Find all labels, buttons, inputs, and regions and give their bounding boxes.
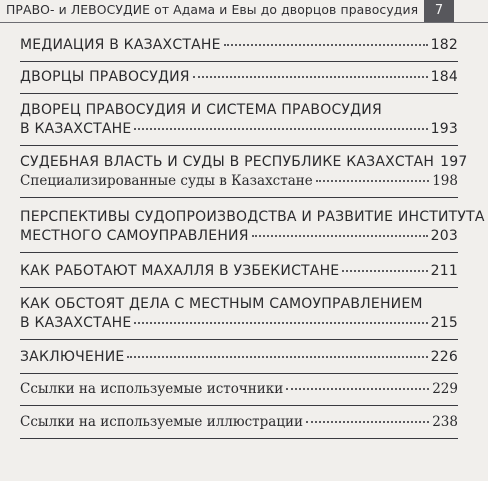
toc-title: ДВОРЦЫ ПРАВОСУДИЯ [20, 69, 190, 85]
toc-page: 226 [430, 349, 458, 365]
toc-page: 215 [430, 315, 458, 331]
toc-title: Ссылки на используемые источники [20, 381, 284, 397]
dot-leader [286, 388, 429, 390]
toc-entry-mahalla[interactable] [20, 262, 458, 288]
toc-title-line2: В КАЗАХСТАНЕ [20, 315, 132, 331]
toc-entry-illustration-references[interactable] [20, 413, 458, 439]
toc-entry-perspectives[interactable] [20, 208, 485, 253]
toc-title-line1: КАК ОБСТОЯТ ДЕЛА С МЕСТНЫМ САМОУПРАВЛЕНИЕМ [20, 296, 423, 312]
toc-page: 238 [432, 414, 458, 430]
book-title: ПРАВО- и ЛЕВОСУДИЕ от Адама и Евы до дворцов правосудия [6, 2, 419, 17]
toc-page: 203 [430, 228, 458, 244]
toc-page: 197 [440, 154, 468, 170]
toc-title-line2: МЕСТНОГО САМОУПРАВЛЕНИЯ [20, 228, 249, 244]
toc-title: Ссылки на используемые иллюстрации [20, 414, 304, 430]
dot-leader [134, 128, 427, 130]
toc-title: КАК РАБОТАЮТ МАХАЛЛЯ В УЗБЕКИСТАНЕ [20, 263, 340, 279]
toc-entry-source-references[interactable] [20, 380, 458, 406]
toc-entry-mediation[interactable] [20, 36, 458, 62]
toc-title: МЕДИАЦИЯ В КАЗАХСТАНЕ [20, 37, 221, 53]
page-number: 7 [424, 0, 454, 22]
toc-page: 182 [430, 37, 458, 53]
toc-entry-judicial-power[interactable] [20, 153, 468, 198]
toc-page: 193 [430, 121, 458, 137]
toc-entry-palace-and-justice-system[interactable] [20, 101, 458, 146]
dot-leader [342, 270, 427, 272]
dot-leader [316, 180, 429, 182]
dot-leader [134, 322, 427, 324]
dot-leader [252, 235, 428, 237]
toc-title: СУДЕБНАЯ ВЛАСТЬ И СУДЫ В РЕСПУБЛИКЕ КАЗАХСТАН [20, 154, 435, 170]
dot-leader [306, 421, 429, 423]
toc-entry-palaces-of-justice[interactable] [20, 68, 458, 94]
running-header [0, 0, 488, 23]
toc-page: 184 [430, 69, 458, 85]
toc-entry-local-self-government[interactable] [20, 295, 458, 340]
toc-title-line2: В КАЗАХСТАНЕ [20, 121, 132, 137]
toc-title-line1: ДВОРЕЦ ПРАВОСУДИЯ И СИСТЕМА ПРАВОСУДИЯ [20, 102, 382, 118]
toc-entry-conclusion[interactable] [20, 348, 458, 374]
toc-title-line1: ПЕРСПЕКТИВЫ СУДОПРОИЗВОДСТВА И РАЗВИТИЕ ИНСТИТУТА [20, 209, 485, 225]
toc-subentry-specialized-courts[interactable] [20, 172, 458, 191]
dot-leader [193, 76, 428, 78]
toc-page: 211 [430, 263, 458, 279]
dot-leader [224, 44, 428, 46]
toc-title: Специализированные суды в Казахстане [20, 173, 313, 189]
toc-page: 229 [432, 381, 458, 397]
toc-title: ЗАКЛЮЧЕНИЕ [20, 349, 125, 365]
toc-page: 198 [432, 173, 458, 189]
dot-leader [127, 356, 427, 358]
